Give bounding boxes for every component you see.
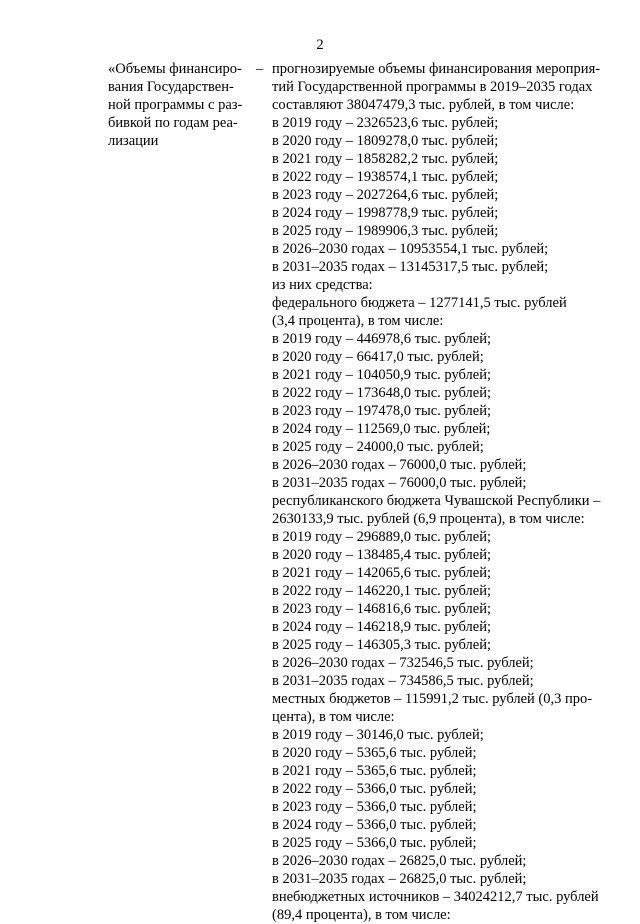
funding-label-line: вания Государствен- (108, 79, 234, 95)
funding-detail-line: цента), в том числе: (272, 709, 395, 725)
funding-detail-line: в 2031–2035 годах – 734586,5 тыс. рублей; (272, 673, 534, 689)
funding-detail-line: из них средства: (272, 277, 373, 293)
funding-detail-line: в 2020 году – 5365,6 тыс. рублей; (272, 745, 477, 761)
page-number: 2 (316, 37, 324, 53)
funding-detail-line: в 2021 году – 5365,6 тыс. рублей; (272, 763, 477, 779)
funding-details-cell (272, 60, 601, 924)
funding-detail-line: в 2023 году – 5366,0 тыс. рублей; (272, 799, 477, 815)
funding-detail-line: в 2019 году – 296889,0 тыс. рублей; (272, 529, 492, 545)
funding-label-line: «Объемы финансиро- (108, 61, 242, 77)
funding-detail-line: в 2020 году – 138485,4 тыс. рублей; (272, 547, 492, 563)
funding-detail-line: в 2026–2030 годах – 10953554,1 тыс. рублей; (272, 241, 549, 257)
funding-detail-line: в 2024 году – 5366,0 тыс. рублей; (272, 817, 477, 833)
funding-detail-line: в 2021 году – 142065,6 тыс. рублей; (272, 565, 492, 581)
funding-detail-line: в 2024 году – 1998778,9 тыс. рублей; (272, 205, 499, 221)
funding-detail-line: в 2025 году – 146305,3 тыс. рублей; (272, 637, 492, 653)
funding-detail-line: в 2026–2030 годах – 26825,0 тыс. рублей; (272, 853, 527, 869)
funding-detail-line: в 2023 году – 197478,0 тыс. рублей; (272, 403, 492, 419)
funding-detail-line: в 2019 году – 2326523,6 тыс. рублей; (272, 115, 499, 131)
funding-detail-line: составляют 38047479,3 тыс. рублей, в том числе: (272, 97, 575, 113)
funding-label-line: ной программы с раз- (108, 97, 243, 113)
funding-detail-line: в 2019 году – 30146,0 тыс. рублей; (272, 727, 484, 743)
funding-detail-line: в 2022 году – 146220,1 тыс. рублей; (272, 583, 492, 599)
funding-detail-line: в 2022 году – 1938574,1 тыс. рублей; (272, 169, 499, 185)
funding-detail-line: в 2025 году – 1989906,3 тыс. рублей; (272, 223, 499, 239)
funding-label-line: бивкой по годам реа- (108, 115, 238, 131)
funding-detail-line: в 2026–2030 годах – 732546,5 тыс. рублей; (272, 655, 534, 671)
funding-detail-line: прогнозируемые объемы финансирования мероприя- (272, 61, 601, 77)
funding-detail-line: местных бюджетов – 115991,2 тыс. рублей (0,3 про- (272, 691, 593, 707)
funding-detail-line: в 2022 году – 5366,0 тыс. рублей; (272, 781, 477, 797)
funding-detail-line: в 2026–2030 годах – 76000,0 тыс. рублей; (272, 457, 527, 473)
funding-detail-line: в 2025 году – 24000,0 тыс. рублей; (272, 439, 484, 455)
funding-label-cell (108, 60, 253, 150)
funding-detail-line: (3,4 процента), в том числе: (272, 313, 444, 329)
funding-detail-line: в 2031–2035 годах – 13145317,5 тыс. рублей; (272, 259, 549, 275)
funding-label-line: лизации (108, 133, 159, 149)
funding-detail-line: в 2021 году – 104050,9 тыс. рублей; (272, 367, 492, 383)
funding-detail-line: тий Государственной программы в 2019–2035 годах (272, 79, 593, 95)
funding-detail-line: в 2031–2035 годах – 26825,0 тыс. рублей; (272, 871, 527, 887)
funding-detail-line: в 2023 году – 2027264,6 тыс. рублей; (272, 187, 499, 203)
separator-dash: – (256, 61, 264, 77)
funding-detail-line: республиканского бюджета Чувашской Республики – (272, 493, 601, 509)
funding-detail-line: внебюджетных источников – 34024212,7 тыс. рублей (272, 889, 599, 905)
funding-detail-line: в 2024 году – 146218,9 тыс. рублей; (272, 619, 492, 635)
funding-detail-line: в 2023 году – 146816,6 тыс. рублей; (272, 601, 492, 617)
funding-detail-line: в 2019 году – 446978,6 тыс. рублей; (272, 331, 492, 347)
funding-detail-line: федерального бюджета – 1277141,5 тыс. рублей (272, 295, 567, 311)
funding-detail-line: в 2020 году – 66417,0 тыс. рублей; (272, 349, 484, 365)
funding-detail-line: в 2021 году – 1858282,2 тыс. рублей; (272, 151, 499, 167)
funding-detail-line: в 2025 году – 5366,0 тыс. рублей; (272, 835, 477, 851)
funding-detail-line: в 2031–2035 годах – 76000,0 тыс. рублей; (272, 475, 527, 491)
funding-detail-line: в 2022 году – 173648,0 тыс. рублей; (272, 385, 492, 401)
funding-detail-line: (89,4 процента), в том числе: (272, 907, 451, 923)
funding-detail-line: 2630133,9 тыс. рублей (6,9 процента), в том числе: (272, 511, 585, 527)
funding-detail-line: в 2020 году – 1809278,0 тыс. рублей; (272, 133, 499, 149)
funding-detail-line: в 2024 году – 112569,0 тыс. рублей; (272, 421, 491, 437)
